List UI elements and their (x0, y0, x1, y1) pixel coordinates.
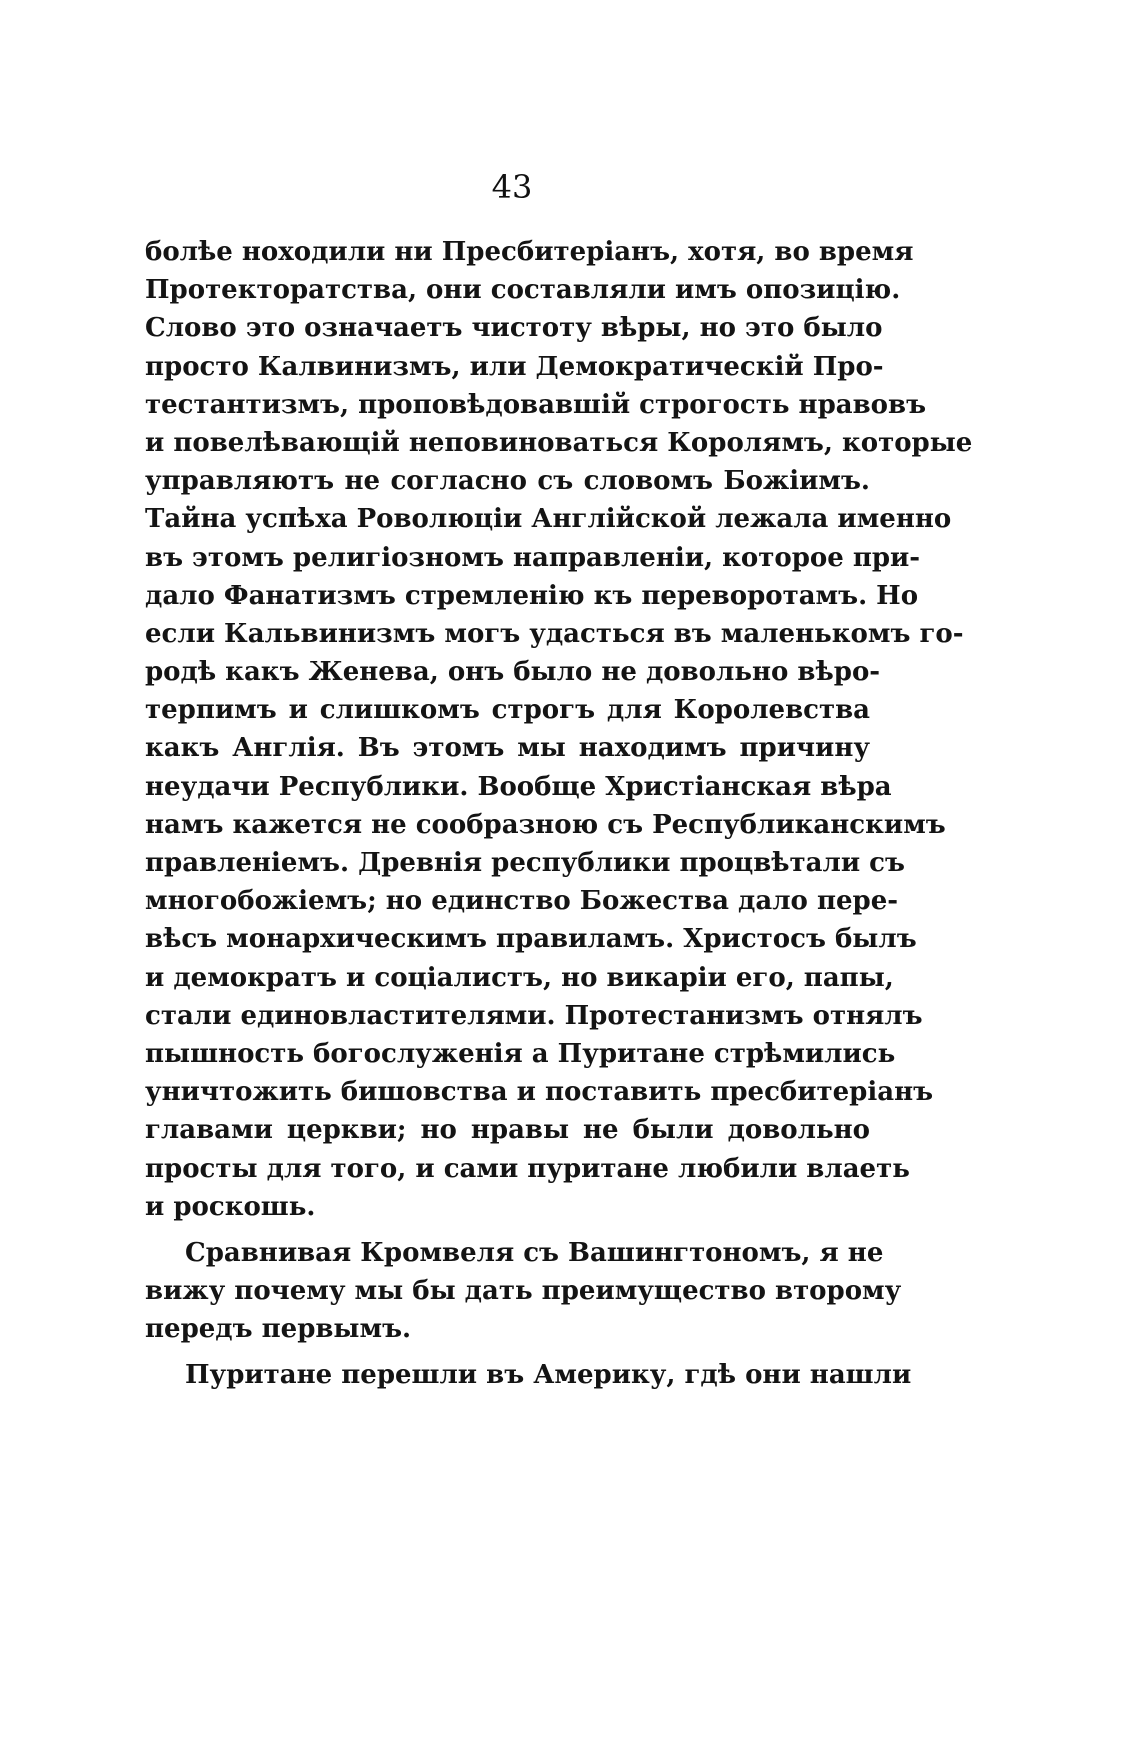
text-line: какъ Англія. Въ этомъ мы находимъ причину (145, 733, 870, 764)
text-line: пышность богослуженія а Пуритане стрѣмились (145, 1038, 896, 1069)
text-line: и роскошь. (145, 1191, 316, 1222)
text-line: тестантизмъ, проповѣдовавшій строгость нравовъ (145, 389, 927, 420)
paragraph-1 (145, 233, 973, 1226)
text-line: вѣсъ монархическимъ правиламъ. Христосъ былъ (145, 924, 917, 955)
text-line: управляютъ не согласно съ словомъ Божіимъ. (145, 466, 870, 497)
text-line: неудачи Республики. Вообще Христіанская вѣра (145, 771, 892, 802)
paragraph-gap (145, 1348, 870, 1356)
text-line: дало Фанатизмъ стремленію къ переворотамъ. Но (145, 580, 919, 611)
text-line: Пуритане перешли въ Америку, гдѣ они нашли (185, 1360, 912, 1391)
text-line: многобожіемъ; но единство Божества дало пере- (145, 886, 899, 917)
text-line: Протекторатства, они составляли имъ опозицію. (145, 275, 901, 306)
paragraph-2 (145, 1234, 902, 1349)
text-line: вижу почему мы бы дать преимущество второму (145, 1276, 902, 1307)
body-text (145, 233, 973, 1395)
text-line: если Кальвинизмъ могъ удасться въ маленькомъ го- (145, 618, 964, 649)
text-line: стали единовластителями. Протестанизмъ отнялъ (145, 1000, 923, 1031)
text-line: родѣ какъ Женева, онъ было не довольно вѣро- (145, 657, 881, 688)
text-line: просты для того, и сами пуритане любили влаеть (145, 1153, 910, 1184)
text-line: и повелѣвающій неповиноваться Королямъ, которые (145, 427, 973, 458)
text-line: въ этомъ религіозномъ направленіи, которое при- (145, 542, 921, 573)
text-line: правленіемъ. Древнія республики процвѣтали съ (145, 848, 905, 878)
text-line: просто Калвинизмъ, или Демократическій Про- (145, 351, 884, 382)
text-line: и демократъ и соціалистъ, но викаріи его, папы, (145, 962, 894, 993)
text-line: Слово это означаетъ чистоту вѣры, но это было (145, 313, 883, 344)
text-line: намъ кажется не сообразною съ Республиканскимъ (145, 809, 946, 840)
paragraph-gap (145, 1226, 870, 1234)
paragraph-3 (145, 1356, 912, 1394)
page-number: 43 (491, 168, 533, 206)
text-line: уничтожить бишовства и поставить пресбитеріанъ (145, 1077, 934, 1108)
text-line: передъ первымъ. (145, 1314, 412, 1345)
text-line: терпимъ и слишкомъ строгъ для Королевства (145, 695, 870, 726)
text-line: Тайна успѣха Роволюціи Англійской лежала именно (145, 504, 952, 535)
text-line: болѣе ноходили ни Пресбитеріанъ, хотя, во время (145, 237, 914, 267)
text-line: главами церкви; но нравы не были довольно (145, 1115, 870, 1146)
text-line: Сравнивая Кромвеля съ Вашингтономъ, я не (185, 1237, 884, 1268)
